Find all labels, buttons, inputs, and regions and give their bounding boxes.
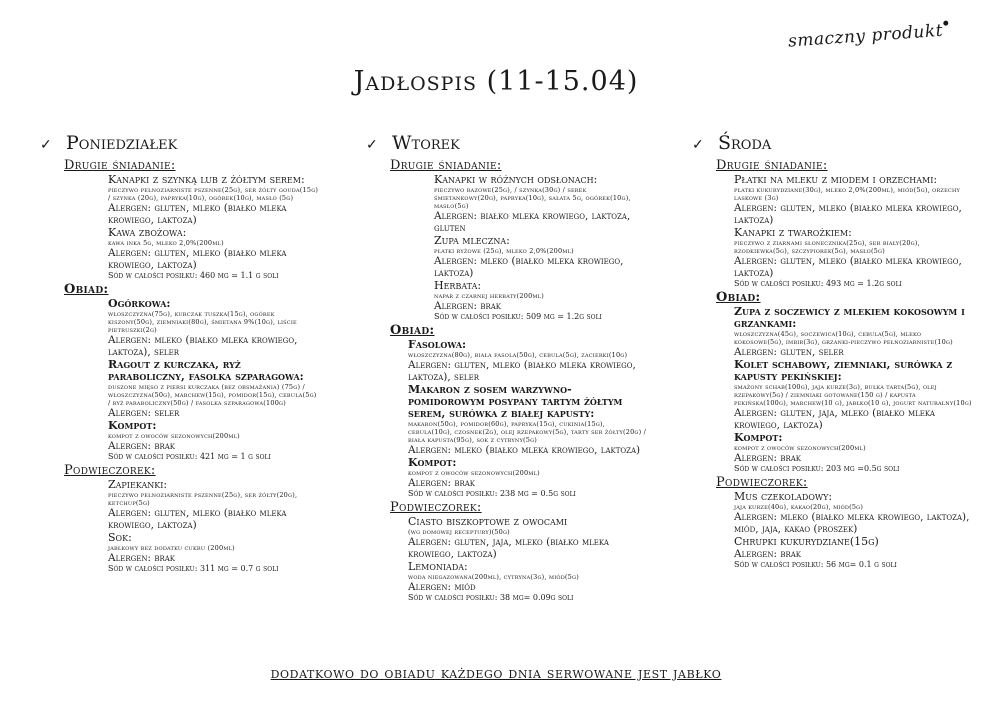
allergens: Alergen: gluten, mleko (białko mleka krowiego, laktoza), seler: [408, 359, 636, 383]
allergens: Alergen: gluten, mleko (białko mleka krowiego, laktoza): [108, 507, 287, 531]
day-column-monday: [40, 132, 320, 574]
ingredients: jaja kurze(40g), kakao(20g), miód(5g): [734, 503, 864, 511]
allergens: Alergen: mleko (białko mleka krowiego, laktoza): [434, 255, 624, 279]
ingredients: płatki kukurydziane(30g), mleko 2,0%(200ml), miód(5g), orzechy laskowe (3g): [734, 186, 961, 202]
allergens: Alergen: brak: [408, 477, 476, 489]
dish-name: Sok:: [108, 531, 132, 544]
allergens: Alergen: gluten, mleko (białko mleka krowiego, laktoza): [734, 255, 962, 279]
allergens: Alergen: brak: [108, 552, 176, 564]
dish-name: Fasolowa:: [408, 338, 467, 351]
sodium-info: Sód w całości posiłku: 56 mg= 0.1 g soli: [734, 560, 897, 569]
ingredients: włoszczyzna(45g), soczewica(10g), cebula(5g), mleko kokosowe(5g), imbir(3g), grzanki-pieczywo pełnoziarniste(10g): [734, 330, 953, 346]
dish-name: Kawa zbożowa:: [108, 226, 187, 239]
allergens: Alergen: mleko (białko mleka krowiego, laktoza), miód, jaja, kakao (proszek): [734, 511, 970, 535]
dish-name: Ragout z kurczaka, ryż paraboliczny, fasolka szparagowa:: [108, 358, 304, 383]
day-title: Wtorek: [392, 132, 460, 154]
dish-name: Lemoniada:: [408, 560, 468, 573]
allergens: Alergen: gluten, mleko (białko mleka krowiego, laktoza): [108, 247, 287, 271]
ingredients: kawa inka 5g, mleko 2,0%(200ml): [108, 239, 224, 247]
dish-name: Kompot:: [408, 456, 457, 469]
sodium-info: Sód w całości posiłku: 421 mg = 1 g soli: [108, 452, 271, 461]
day-title: Środa: [718, 132, 772, 154]
ingredients: kompot z owoców sezonowych(200ml): [408, 469, 540, 477]
dish-name: Makaron z sosem warzywno-pomidorowym posypany tartym żółtym serem, surówka z białej kapusty:: [408, 383, 623, 420]
ingredients: pieczywo pełnoziarniste pszenne(25g), ser żółty(20g), ketchup(5g): [108, 491, 298, 507]
section-heading: Drugie śniadanie:: [716, 158, 828, 173]
allergens: Alergen: brak: [734, 548, 802, 560]
dish-name: Zupa mleczna:: [434, 234, 510, 247]
section-heading: Obiad:: [390, 323, 435, 338]
dish-name: Płatki na mleku z miodem i orzechami:: [734, 173, 938, 186]
allergens: Alergen: gluten, seler: [734, 346, 844, 358]
allergens: Alergen: gluten, mleko (białko mleka krowiego, laktoza): [108, 202, 287, 226]
allergens: Alergen: brak: [108, 440, 176, 452]
dish-name: Kanapki z twarożkiem:: [734, 226, 852, 239]
ingredients: włoszczyzna(75g), kurczak tuszka(15g), ogórek kiszony(50g), ziemniaki(80g), śmietana 9%(10g), liście pietruszki(2g): [108, 310, 297, 334]
section-heading: Obiad:: [716, 290, 761, 305]
ingredients: duszone mięso z piersi kurczaka (bez obsmażania) (75g) / włoszczyzna(50g), marchew(15g), pomidor(15g), cebula(5g) / ryż paraboliczny(50g) / fasolka szparagowa(100g): [108, 383, 317, 407]
sodium-info: Sód w całości posiłku: 38 mg= 0.09g soli: [408, 593, 574, 602]
allergens: Alergen: białko mleka krowiego, laktoza, gluten: [434, 210, 631, 234]
sodium-info: Sód w całości posiłku: 203 mg =0.5g soli: [734, 464, 900, 473]
sodium-info: Sód w całości posiłku: 238 mg = 0.5g soli: [408, 489, 576, 498]
ingredients: kompot z owoców sezonowych(200ml): [108, 432, 240, 440]
ingredients: pieczywo z ziarnami słonecznika(25g), ser biały(20g), rzodkiewka(5g), szczypiorek(5g), masło(5g): [734, 239, 920, 255]
check-icon: ✓: [40, 137, 52, 153]
ingredients: jabłkowy bez dodatku cukru (200ml): [108, 544, 235, 552]
allergens: Alergen: mleko (białko mleka krowiego, laktoza): [408, 444, 641, 456]
allergens: Alergen: seler: [108, 407, 180, 419]
allergens: Alergen: brak: [434, 300, 502, 312]
dish-name: Chrupki kukurydziane(15g): [734, 535, 879, 548]
footer-note: dodatkowo do obiadu każdego dnia serwowane jest jabłko: [270, 664, 722, 682]
allergens: Alergen: miód: [408, 581, 476, 593]
ingredients: woda niegazowana(200ml), cytryna(3g), miód(5g): [408, 573, 579, 581]
sodium-info: Sód w całości posiłku: 311 mg = 0.7 g soli: [108, 564, 279, 573]
dish-name: Zupa z soczewicy z mlekiem kokosowym i grzankami:: [734, 305, 965, 330]
ingredients: makaron(50g), pomidor(60g), papryka(15g), cukinia(15g), cebula(10g), czosnek(2g), olej rzepakowy(5g), tarty ser żółty(20g) / biała kapusta(95g), sok z cytryny(5g): [408, 420, 646, 444]
sodium-info: Sód w całości posiłku: 493 mg = 1.2g soli: [734, 279, 902, 288]
dish-name: Mus czekoladowy:: [734, 490, 833, 503]
dish-name: Ciasto biszkoptowe z owocami: [408, 515, 568, 528]
dish-name: Kompot:: [108, 419, 157, 432]
day-column-tuesday: [366, 132, 646, 603]
dish-name: Kolet schabowy, ziemniaki, surówka z kapusty pekińskiej:: [734, 358, 953, 383]
ingredients: napar z czarnej herbaty(200ml): [434, 292, 544, 300]
check-icon: ✓: [366, 137, 378, 153]
dish-name: Ogórkowa:: [108, 297, 171, 310]
ingredients: smażony schab(100g), jaja kurze(3g), bułka tarta(5g), olej rzepakowy(5g) / ziemniaki gotowane(150 g) / kapusta pekińska(100g), marchew(10 g), jabłko(10 g), jogurt naturalny(10g): [734, 383, 972, 407]
ingredients: płatki ryżowe (25g), mleko 2,0%(200ml): [434, 247, 574, 255]
dish-name: Kanapki w różnych odsłonach:: [434, 173, 598, 186]
section-heading: Podwieczorek:: [64, 463, 156, 478]
dish-name: Zapiekanki:: [108, 478, 168, 491]
sodium-info: Sód w całości posiłku: 460 mg = 1.1 g soli: [108, 271, 279, 280]
ingredients: pieczywo razowe(25g), / szynka(30g) / serek śmietankowy(20g), papryka(10g), sałata 5g, ogórek(10g), masło(5g): [434, 186, 631, 210]
ingredients: włoszczyzna(80g), biała fasola(50g), cebula(5g), zacierki(10g): [408, 351, 628, 359]
logo: smaczny produkt: [787, 20, 949, 51]
dish-name: Kompot:: [734, 431, 783, 444]
section-heading: Podwieczorek:: [716, 475, 808, 490]
sodium-info: Sód w całości posiłku: 509 mg = 1.2g soli: [434, 312, 602, 321]
allergens: Alergen: mleko (białko mleka krowiego, laktoza), seler: [108, 334, 298, 358]
check-icon: ✓: [692, 137, 704, 153]
ingredients: (wg domowej receptury)(50g): [408, 528, 510, 536]
allergens: Alergen: gluten, jaja, mleko (białko mleka krowiego, laktoza): [734, 407, 935, 431]
section-heading: Drugie śniadanie:: [64, 158, 176, 173]
page-title: Jadłospis (11-15.04): [353, 66, 639, 97]
day-title: Poniedziałek: [66, 132, 178, 154]
section-heading: Podwieczorek:: [390, 500, 482, 515]
dish-name: Kanapki z szynką lub z żółtym serem:: [108, 173, 305, 186]
allergens: Alergen: brak: [734, 452, 802, 464]
ingredients: pieczywo pełnoziarniste pszenne(25g), ser żółty gouda(15g) / szynka (20g), papryka(10g), ogórek(10g), masło (5g): [108, 186, 319, 202]
ingredients: kompot z owoców sezonowych(200ml): [734, 444, 866, 452]
day-column-wednesday: [692, 132, 972, 570]
section-heading: Obiad:: [64, 282, 109, 297]
section-heading: Drugie śniadanie:: [390, 158, 502, 173]
dish-name: Herbata:: [434, 279, 482, 292]
allergens: Alergen: gluten, jaja, mleko (białko mleka krowiego, laktoza): [408, 536, 609, 560]
allergens: Alergen: gluten, mleko (białko mleka krowiego, laktoza): [734, 202, 962, 226]
